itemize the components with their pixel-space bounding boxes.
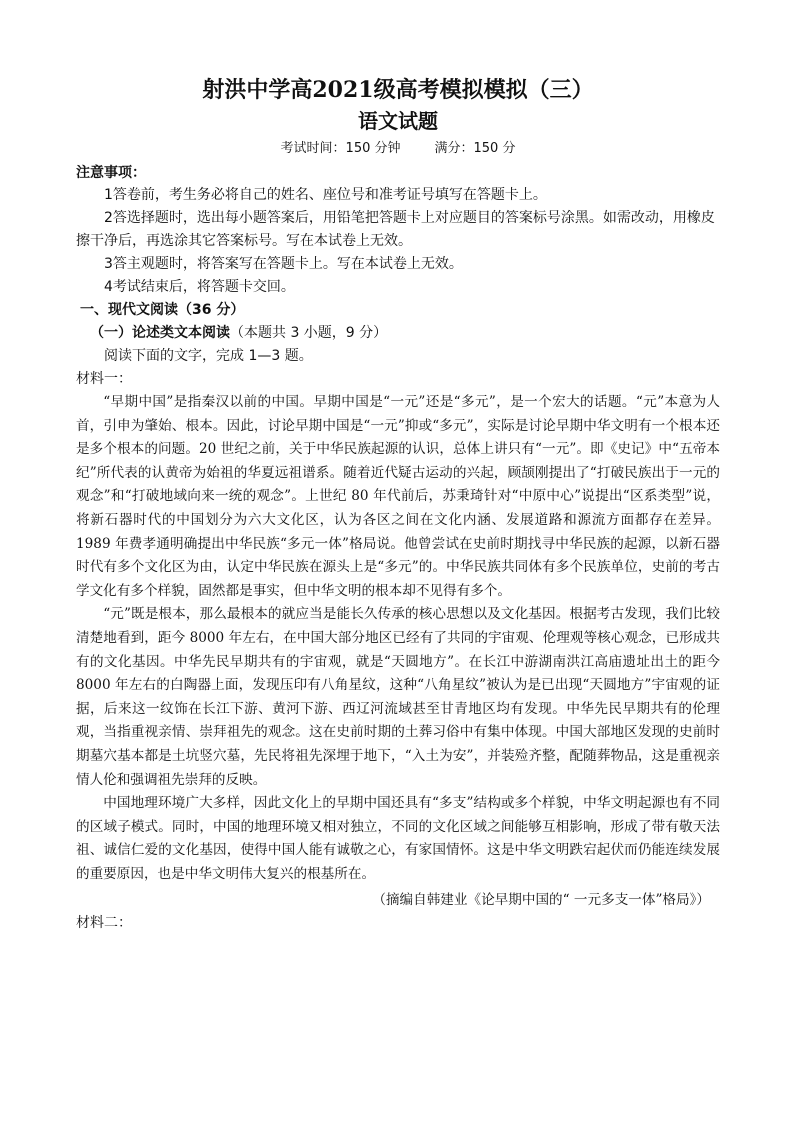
subsection-note: （本题共 3 小题，9 分） <box>230 325 388 341</box>
subsection-heading <box>90 322 720 345</box>
exam-meta <box>76 138 720 160</box>
exam-title: 射洪中学高2021级高考模拟模拟（三） <box>202 77 594 103</box>
notice-item-2: 2答选择题时，选出每小题答案后，用铅笔把答题卡上对应题目的答案标号涂黑。如需改动，用橡皮擦干净后，再选涂其它答案标号。写在本试卷上无效。 <box>76 210 715 249</box>
reading-instruction: 阅读下面的文字，完成 1—3 题。 <box>104 348 313 364</box>
material-1-paragraph-2: “元”既是根本，那么最根本的就应当是能长久传承的核心思想以及文化基因。根据考古发现，我们比较清楚地看到，距今 8000 年左右，在中国大部分地区已经有了共同的宇宙观、伦理观等核心观念，已形成共有的文化基因。中华先民早期共有的宇宙观，就是“天圆地方”。在长江中游湖南洪江高庙遗址出土的距今 8000 年左右的白陶器上面，发现压印有八角星纹，这种“八角星纹”被认为是已出现“天圆地方”宇宙观的证据，后来这一纹饰在长江下游、黄河下游、西辽河流域甚至甘青地区均有发现。中华先民早期共有的伦理观，当指重视亲情、崇拜祖先的观念。这在史前时期的土葬习俗中有集中体现。中国大部地区发现的史前时期墓穴基本都是土坑竖穴墓，先民将祖先深埋于地下，“入土为安”，并装殓齐整，配随葬物品，这是重视亲情人伦和强调祖先崇拜的反映。 <box>76 606 720 788</box>
material-2-label: 材料二： <box>76 915 132 932</box>
material-1-paragraph-3: 中国地理环境广大多样，因此文化上的早期中国还具有“多支”结构或多个样貌，中华文明起源也有不同的区域子模式。同时，中国的地理环境又相对独立，不同的文化区域之间能够互相影响，形成了带有敬天法祖、诚信仁爱的文化基因，使得中国人能有诚敬之心，有家国情怀。这是中华文明跌宕起伏而仍能连续发展的重要原因，也是中华文明伟大复兴的根基所在。 <box>76 795 720 882</box>
notice-heading: 注意事项： <box>76 165 146 181</box>
material-1-label: 材料一： <box>76 371 132 387</box>
material-1-source: （摘编自韩建业《论早期中国的“ 一元多支一体”格局》） <box>372 892 710 909</box>
notice-item-4: 4考试结束后，将答题卡交回。 <box>104 279 295 295</box>
section-heading: 一、现代文阅读（36 分） <box>80 302 245 318</box>
notice-item-1: 1答卷前，考生务必将自己的姓名、座位号和准考证号填写在答题卡上。 <box>104 187 547 203</box>
notice-item-3: 3答主观题时，将答案写在答题卡上。写在本试卷上无效。 <box>104 256 463 272</box>
exam-page <box>76 74 720 935</box>
material-1-paragraph-1: “早期中国”是指秦汉以前的中国。早期中国是“一元”还是“多元”，是一个宏大的话题。“元”本意为人首，引申为肇始、根本。因此，讨论早期中国是“一元”抑或“多元”，实际是讨论早期中华文明有一个根本还是多个根本的问题。20 世纪之前，关于中华民族起源的认识，总体上讲只有“一元”。即《史记》中“五帝本纪”所代表的认黄帝为始祖的华夏远祖谱系。随着近代疑古运动的兴起，顾颉刚提出了“打破民族出于一元的观念”和“打破地域向来一统的观念”。上世纪 80 年代前后，苏秉琦针对“中原中心”说提出“区系类型”说，将新石器时代的中国划分为六大文化区，认为各区之间在文化内涵、发展道路和源流方面都存在差异。1989 年费孝通明确提出中华民族“多元一体”格局说。他曾尝试在史前时期找寻中华民族的起源，以新石器时代有多个文化区为由，认定中华民族在源头上是“多元”的。中华民族共同体有多个民族单位，史前的考古学文化有多个样貌，固然都是事实，但中华文明的根本却不见得有多个。 <box>76 394 720 599</box>
exam-time: 考试时间：150 分钟 <box>280 141 401 156</box>
full-score: 满分：150 分 <box>434 141 516 156</box>
exam-subtitle: 语文试题 <box>358 109 438 133</box>
subsection-title: （一）论述类文本阅读 <box>90 325 230 341</box>
